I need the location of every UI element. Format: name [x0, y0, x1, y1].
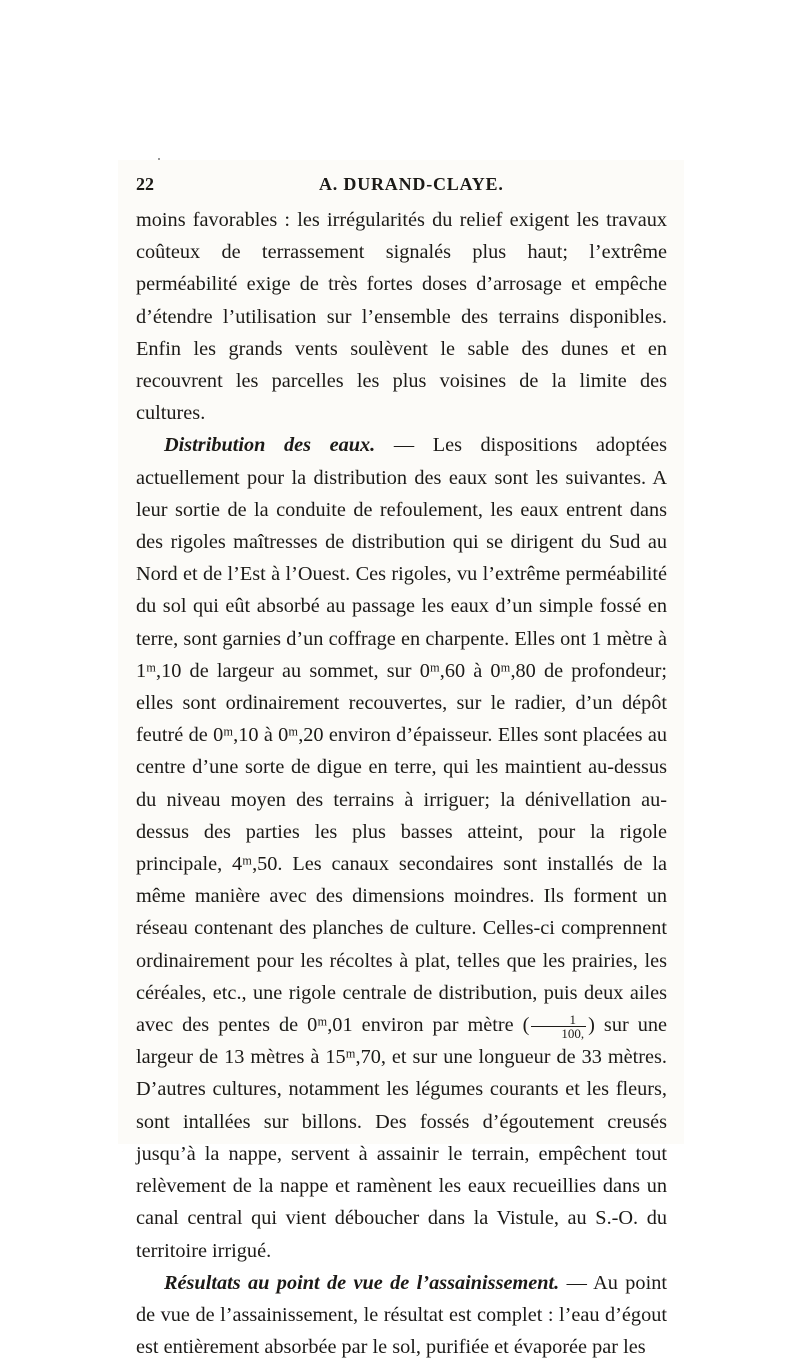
distribution-text-part2: ) sur une largeur de 13 mètres à 15ᵐ,70, et sur une longueur de 33 mètres. D’autres cultures, notamment les légumes courants et les fleurs, sont intallées sur billons. Des fossés d’égoutement creusés jusqu’à la nappe, servent à assainir le terrain, empêchent tout relèvement de la nappe et ramènent les eaux recueillies dans un canal central qui vient déboucher dans la Vistule, au S.-O. du territoire irrigué. — [136, 1014, 668, 1262]
distribution-text-part1: — Les dispositions adoptées actuellement pour la distribution des eaux sont les suivantes. A leur sortie de la conduite de refoulement, les eaux entrent dans des rigoles maîtresses de distribution qui se dirigent du Sud au Nord et de l’Est à l’Ouest. Ces rigoles, vu l’extrême perméabilité du sol qui eût absorbé au passage les eaux d’un simple fossé en terre, sont garnies d’un coffrage en charpente. Elles ont 1 mètre à 1ᵐ,10 de largeur au sommet, sur 0ᵐ,60 à 0ᵐ,80 de profondeur; elles sont ordinairement recouvertes, sur le radier, d’un dépôt feutré de 0ᵐ,10 à 0ᵐ,20 environ d’épaisseur. Elles sont placées au centre d’une sorte de digue en terre, qui les maintient au-dessus du niveau moyen des terrains à irriguer; la dénivellation au-dessus des parties les plus basses atteint, pour la rigole principale, 4ᵐ,50. Les canaux secondaires sont installés de la même manière avec des dimensions moindres. Ils forment un réseau contenant des planches de culture. Celles-ci comprennent ordinairement pour les récoltes à plat, telles que les prairies, les céréales, etc., une rigole centrale de distribution, puis deux ailes avec des pentes de 0ᵐ,01 environ par mètre ( — [136, 434, 667, 1037]
fraction-denominator: 100, — [561, 1025, 585, 1041]
page-header — [136, 174, 666, 200]
page-number: 22 — [136, 174, 154, 194]
fraction — [531, 1013, 586, 1040]
section-title-resultats: Résultats au point de vue de l’assainissement. — [164, 1271, 560, 1294]
paragraph-continuation: moins favorables : les irrégularités du relief exigent les travaux coûteux de terrassement signalés plus haut; l’extrême perméabilité exige de très fortes doses d’arrosage et empêche d’étendre l’utilisation sur l’ensemble des terrains disponibles. Enfin les grands vents soulèvent le sable des dunes et en recouvrent les parcelles les plus voisines de la limite des cultures. — [136, 209, 667, 425]
resultats-text: — Au point de vue de l’assainissement, le résultat est complet : l’eau d’égout est entièrement absorbée par le sol, purifiée et évaporée par les — [136, 1271, 667, 1359]
paragraph-resultats — [136, 1267, 667, 1363]
paper-speck — [158, 158, 160, 160]
section-title-distribution: Distribution des eaux. — [164, 434, 376, 457]
body-text — [136, 204, 667, 1363]
fraction-numerator: 1 — [531, 1013, 586, 1027]
paragraph-distribution — [136, 429, 667, 1266]
running-title: A. DURAND-CLAYE. — [319, 174, 504, 194]
